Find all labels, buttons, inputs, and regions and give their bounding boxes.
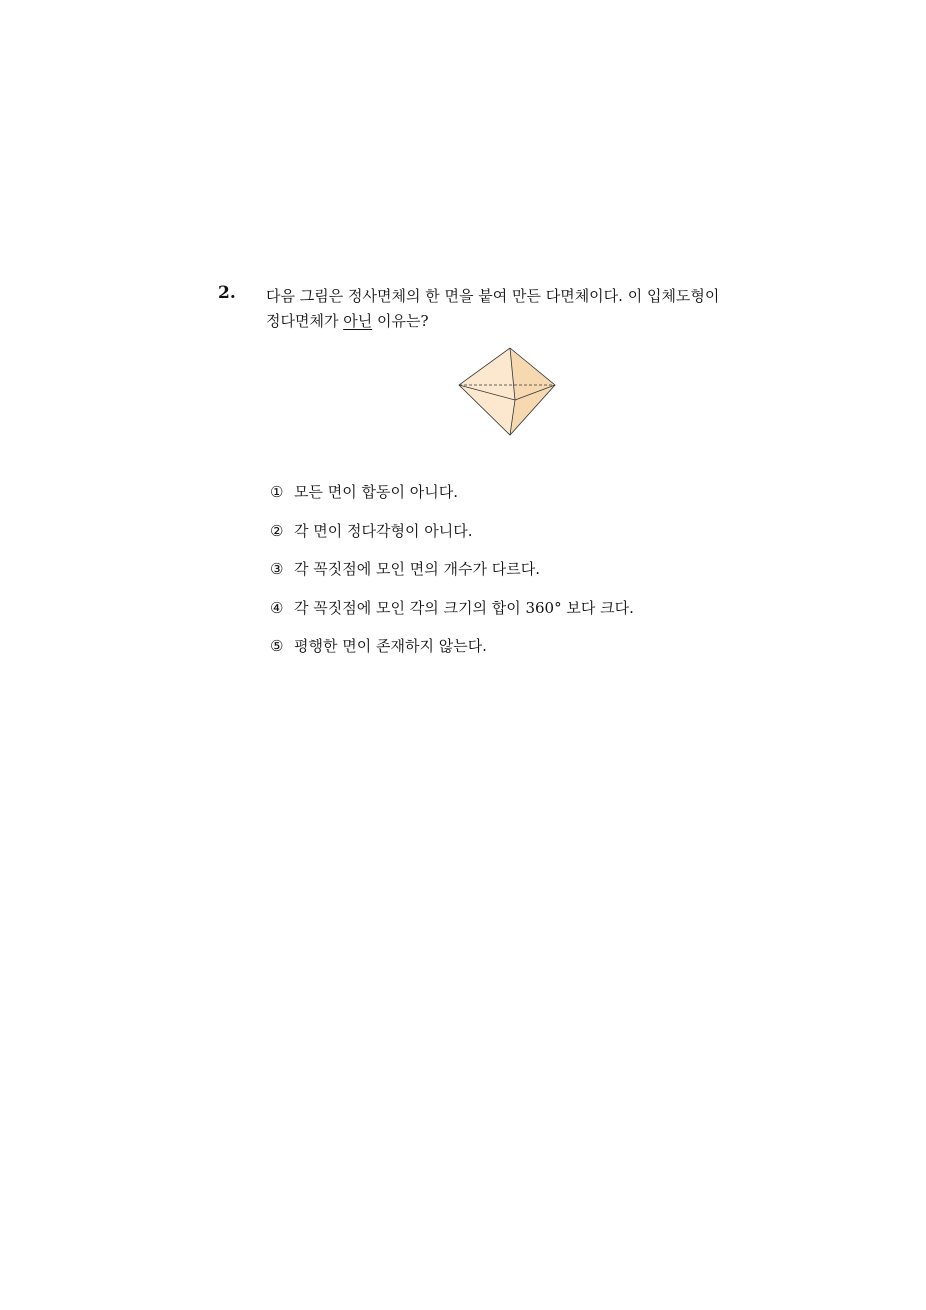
question-text <box>266 284 766 334</box>
question-line-2-after: 이유는? <box>372 312 429 330</box>
choice-mark: ① <box>270 483 284 501</box>
answer-choices <box>270 480 634 673</box>
choice-text: 각 꼭짓점에 모인 면의 개수가 다르다. <box>294 560 540 578</box>
triangular-bipyramid-figure <box>455 344 567 438</box>
question-line-2-before: 정다면체가 <box>266 312 344 330</box>
choice-mark: ④ <box>270 598 284 617</box>
choice-3[interactable] <box>270 557 634 596</box>
choice-mark: ③ <box>270 560 284 578</box>
choice-2[interactable] <box>270 519 634 558</box>
choice-text: 평행한 면이 존재하지 않는다. <box>294 637 487 655</box>
choice-1[interactable] <box>270 480 634 519</box>
choice-text: 각 면이 정다각형이 아니다. <box>294 521 473 540</box>
question-line-2 <box>266 309 766 334</box>
question-line-1: 다음 그림은 정사면체의 한 면을 붙여 만든 다면체이다. 이 입체도형이 <box>266 287 720 305</box>
choice-mark: ⑤ <box>270 637 284 655</box>
problem-number: 2. <box>218 283 236 303</box>
question-emphasis: 아닌 <box>343 312 373 330</box>
choice-text: 모든 면이 합동이 아니다. <box>294 483 458 501</box>
choice-text: 각 꼭짓점에 모인 각의 크기의 합이 360° 보다 크다. <box>294 598 634 617</box>
choice-5[interactable] <box>270 634 634 673</box>
choice-4[interactable] <box>270 596 634 635</box>
choice-mark: ② <box>270 521 284 540</box>
